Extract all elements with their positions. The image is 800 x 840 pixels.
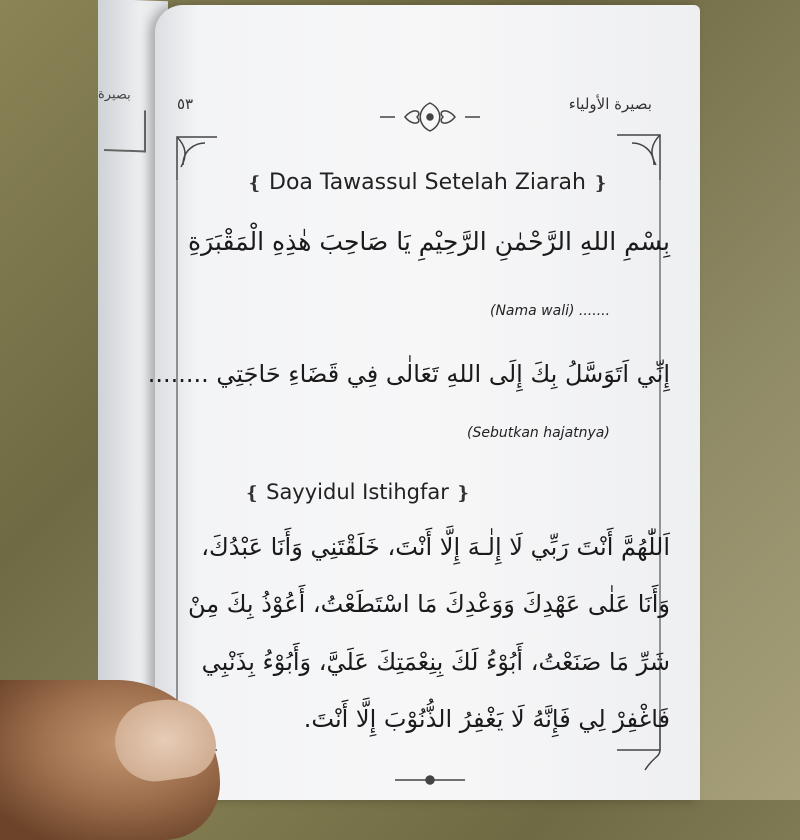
doa-line-1: بِسْمِ اللهِ الرَّحْمٰنِ الرَّحِيْمِ يَا صَاحِبَ هٰذِهِ الْمَقْبَرَةِ xyxy=(188,227,670,256)
istighfar-line-2: وَأَنَا عَلٰى عَهْدِكَ وَوَعْدِكَ مَا اسْتَطَعْتُ، أَعُوْذُ بِكَ مِنْ xyxy=(187,590,670,618)
istighfar-line-4: فَاغْفِرْ لِي فَإِنَّهُ لَا يَغْفِرُ الذُّنُوْبَ إِلَّا أَنْتَ. xyxy=(303,705,670,733)
left-page-corner-ornament xyxy=(104,109,146,152)
istighfar-title xyxy=(85,480,630,504)
doa-note-1: (Nama wali) ....... xyxy=(490,303,611,319)
right-bracket-icon: ❵ xyxy=(455,483,471,504)
left-bracket-icon: ❴ xyxy=(244,483,260,504)
doa-title xyxy=(155,170,700,195)
left-bracket-icon: ❴ xyxy=(246,173,263,194)
istighfar-line-3: شَرِّ مَا صَنَعْتُ، أَبُوْءُ لَكَ بِنِعْمَتِكَ عَلَيَّ، وَأَبُوْءُ بِذَنْبِي xyxy=(201,648,670,676)
doa-note-2: (Sebutkan hajatnya) xyxy=(467,425,610,441)
page-number: ٥٣ xyxy=(177,95,194,113)
istighfar-line-1: اَللّٰهُمَّ أَنْتَ رَبِّي لَا إِلٰـهَ إِلَّا أَنْتَ، خَلَقْتَنِي وَأَنَا عَبْدُكَ، xyxy=(201,533,670,561)
running-head: بصيرة الأولياء xyxy=(568,95,652,113)
page-border-ornament xyxy=(155,5,700,800)
book-page xyxy=(147,5,700,800)
doa-title-text: Doa Tawassul Setelah Ziarah xyxy=(269,170,586,195)
top-center-ornament-icon xyxy=(380,103,480,131)
istighfar-title-text: Sayyidul Istihgfar xyxy=(266,480,449,504)
left-page-header: بصيرة xyxy=(98,86,131,103)
doa-line-2: إِنِّي اَتَوَسَّلُ بِكَ إِلَى اللهِ تَعَالٰى فِي قَضَاءِ حَاجَتِي ........ xyxy=(147,360,670,388)
right-bracket-icon: ❵ xyxy=(592,173,609,194)
